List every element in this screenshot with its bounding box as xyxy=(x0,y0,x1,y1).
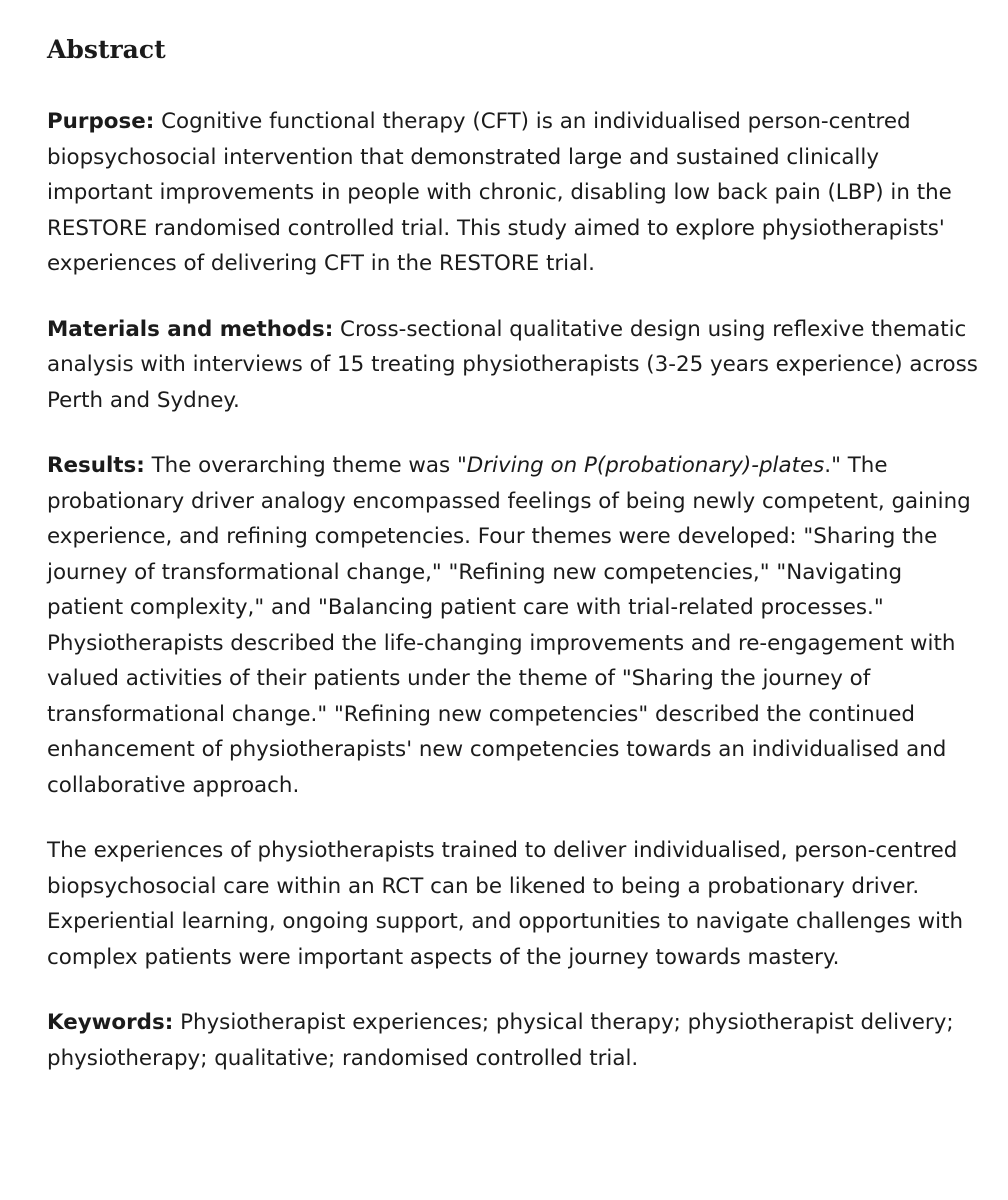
purpose-text: Cognitive functional therapy (CFT) is an individualised person-centred biopsychosocial intervention that demonstrated large and sustained clinically important improvements in people with chronic, disabling low back pain (LBP) in the RESTORE randomised controlled trial. This study aimed to explore physiotherapists' experiences of delivering CFT in the RESTORE trial. xyxy=(47,109,952,276)
results-italic-theme: Driving on P(probationary)-plates xyxy=(466,453,825,478)
abstract-section xyxy=(47,30,982,1106)
purpose-paragraph xyxy=(47,104,982,282)
abstract-heading: Abstract xyxy=(47,35,166,64)
results-text-before: The overarching theme was " xyxy=(144,453,467,478)
purpose-label: Purpose: xyxy=(47,109,155,134)
methods-label: Materials and methods: xyxy=(47,316,334,342)
methods-text: Cross-sectional qualitative design using reflexive thematic analysis with interviews of 15 treating physiotherapists (3-25 years experience) across Perth and Sydney. xyxy=(47,316,978,413)
conclusion-paragraph: The experiences of physiotherapists trained to deliver individualised, person-centred biopsychosocial care within an RCT can be likened to being a probationary driver. Experiential learning, ongoing support, and opportunities to navigate challenges with complex patients were important aspects of the journey towards mastery. xyxy=(47,838,964,970)
methods-paragraph xyxy=(47,312,982,419)
keywords-label: Keywords: xyxy=(47,1010,174,1035)
keywords-paragraph xyxy=(47,1005,982,1076)
results-text-after: ." The probationary driver analogy encompassed feelings of being newly competent, gaining experience, and refining competencies. Four themes were developed: "Sharing the journey of transformational change," "Refining new competencies," "Navigating patient complexity," and "Balancing patient care with trial-related processes." Physiotherapists described the life-changing improvements and re-engagement with valued activities of their patients under the theme of "Sharing the journey of transformational change." "Refining new competencies" described the continued enhancement of physiotherapists' new competencies towards an individualised and collaborative approach. xyxy=(47,453,971,798)
results-paragraph xyxy=(47,448,982,803)
keywords-text: Physiotherapist experiences; physical therapy; physiotherapist delivery; physiotherapy; qualitative; randomised controlled trial. xyxy=(47,1010,954,1071)
results-label: Results: xyxy=(47,453,145,478)
